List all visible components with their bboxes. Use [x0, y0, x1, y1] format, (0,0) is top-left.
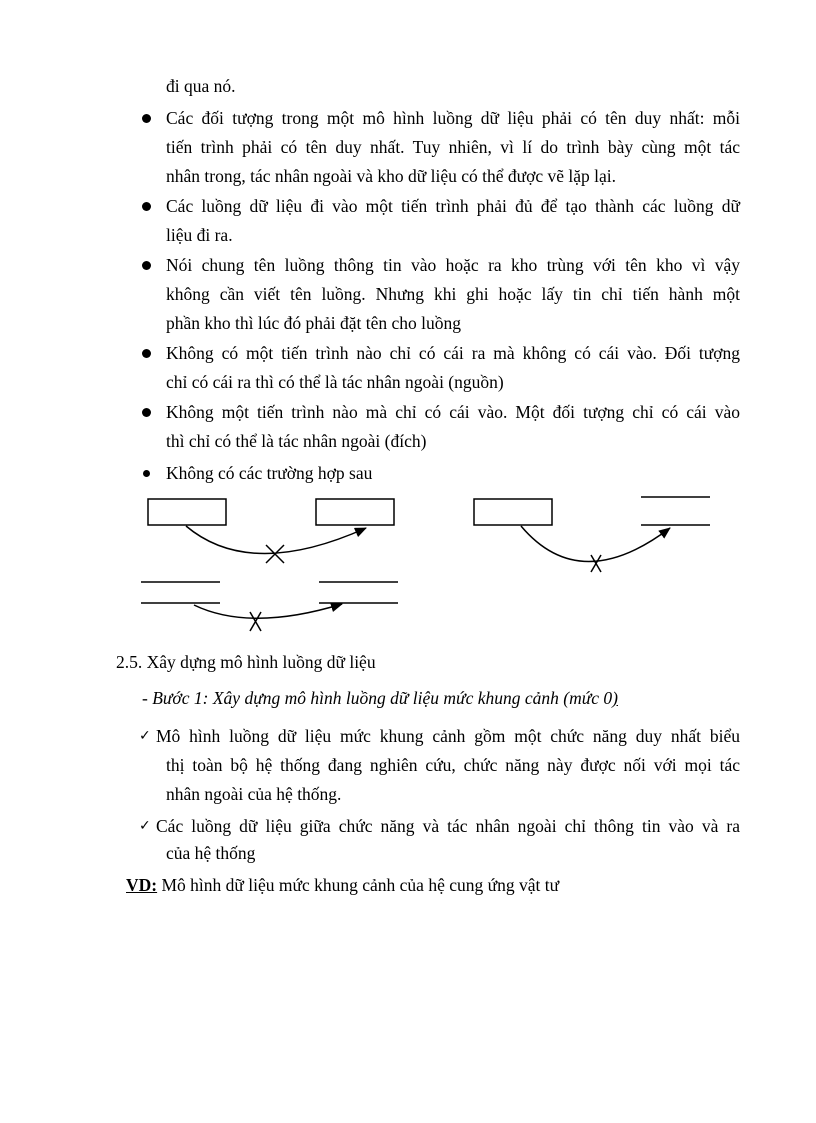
- checkmark-icon: ✓: [139, 728, 151, 744]
- bullet-2-line-2: liệu đi ra.: [166, 225, 233, 245]
- step-1-text: - Bước 1: Xây dựng mô hình luồng dữ liệu mức khung cảnh (mức 0: [142, 688, 613, 708]
- flow-arrow: [521, 526, 670, 562]
- step-1-closing-paren: ): [612, 688, 618, 708]
- example-label: VD:: [126, 875, 158, 895]
- bullet-6-line-1: Không có các trường hợp sau: [166, 463, 373, 483]
- paragraph-continuation: đi qua nó.: [166, 76, 236, 96]
- bullet-3-line-2: không cần viết tên luồng. Nhưng khi ghi hoặc lấy tin chỉ tiến hành một: [166, 284, 740, 304]
- case-store-to-store: [141, 582, 398, 631]
- case-entity-to-entity: [148, 499, 394, 563]
- flow-arrow: [194, 604, 342, 618]
- bullet-4-line-2: chỉ có cái ra thì có thể là tác nhân ngoài (nguồn): [166, 372, 504, 392]
- bullet-3-line-1: Nói chung tên luồng thông tin vào hoặc ra kho trùng với tên kho vì vậy: [166, 255, 740, 275]
- bullet-1-line-1: Các đối tượng trong một mô hình luồng dữ liệu phải có tên duy nhất: mỗi: [166, 108, 740, 128]
- example-text: Mô hình dữ liệu mức khung cảnh của hệ cung ứng vật tư: [157, 875, 560, 895]
- check-1-line-1: Mô hình luồng dữ liệu mức khung cảnh gồm một chức năng duy nhất biểu: [156, 726, 740, 746]
- bullet-1-line-3: nhân trong, tác nhân ngoài và kho dữ liệu có thể được vẽ lặp lại.: [166, 166, 617, 186]
- check-2-line-1: Các luồng dữ liệu giữa chức năng và tác nhân ngoài chỉ thông tin vào và ra: [156, 816, 740, 836]
- step-1-heading: [142, 686, 618, 710]
- example-line: [126, 873, 559, 897]
- check-2-line-2: của hệ thống: [166, 843, 256, 863]
- external-entity-box: [474, 499, 552, 525]
- bullet-1-line-2: tiến trình phải có tên duy nhất. Tuy nhiên, vì lí do trình bày cùng một tác: [166, 137, 740, 157]
- bullet-5-line-1: Không một tiến trình nào mà chỉ có cái vào. Một đối tượng chỉ có cái vào: [166, 402, 740, 422]
- cross-icon: [250, 612, 261, 631]
- check-1-line-3: nhân ngoài của hệ thống.: [166, 784, 342, 804]
- bullet-5-line-2: thì chỉ có thể là tác nhân ngoài (đích): [166, 431, 427, 451]
- checkmark-icon: ✓: [139, 818, 151, 834]
- cross-icon: [591, 555, 601, 572]
- section-heading: 2.5. Xây dựng mô hình luồng dữ liệu: [116, 652, 376, 672]
- flow-arrow: [186, 526, 366, 554]
- bullet-4-line-1: Không có một tiến trình nào chỉ có cái ra mà không có cái vào. Đối tượng: [166, 343, 740, 363]
- bullet-3-line-3: phần kho thì lúc đó phải đặt tên cho luồng: [166, 313, 462, 333]
- case-entity-to-store: [474, 497, 710, 572]
- bullet-2-line-1: Các luồng dữ liệu đi vào một tiến trình phải đủ để tạo thành các luồng dữ: [166, 196, 740, 216]
- check-1-line-2: thị toàn bộ hệ thống đang nghiên cứu, chức năng này được nối với mọi tác: [166, 755, 740, 775]
- external-entity-box: [316, 499, 394, 525]
- external-entity-box: [148, 499, 226, 525]
